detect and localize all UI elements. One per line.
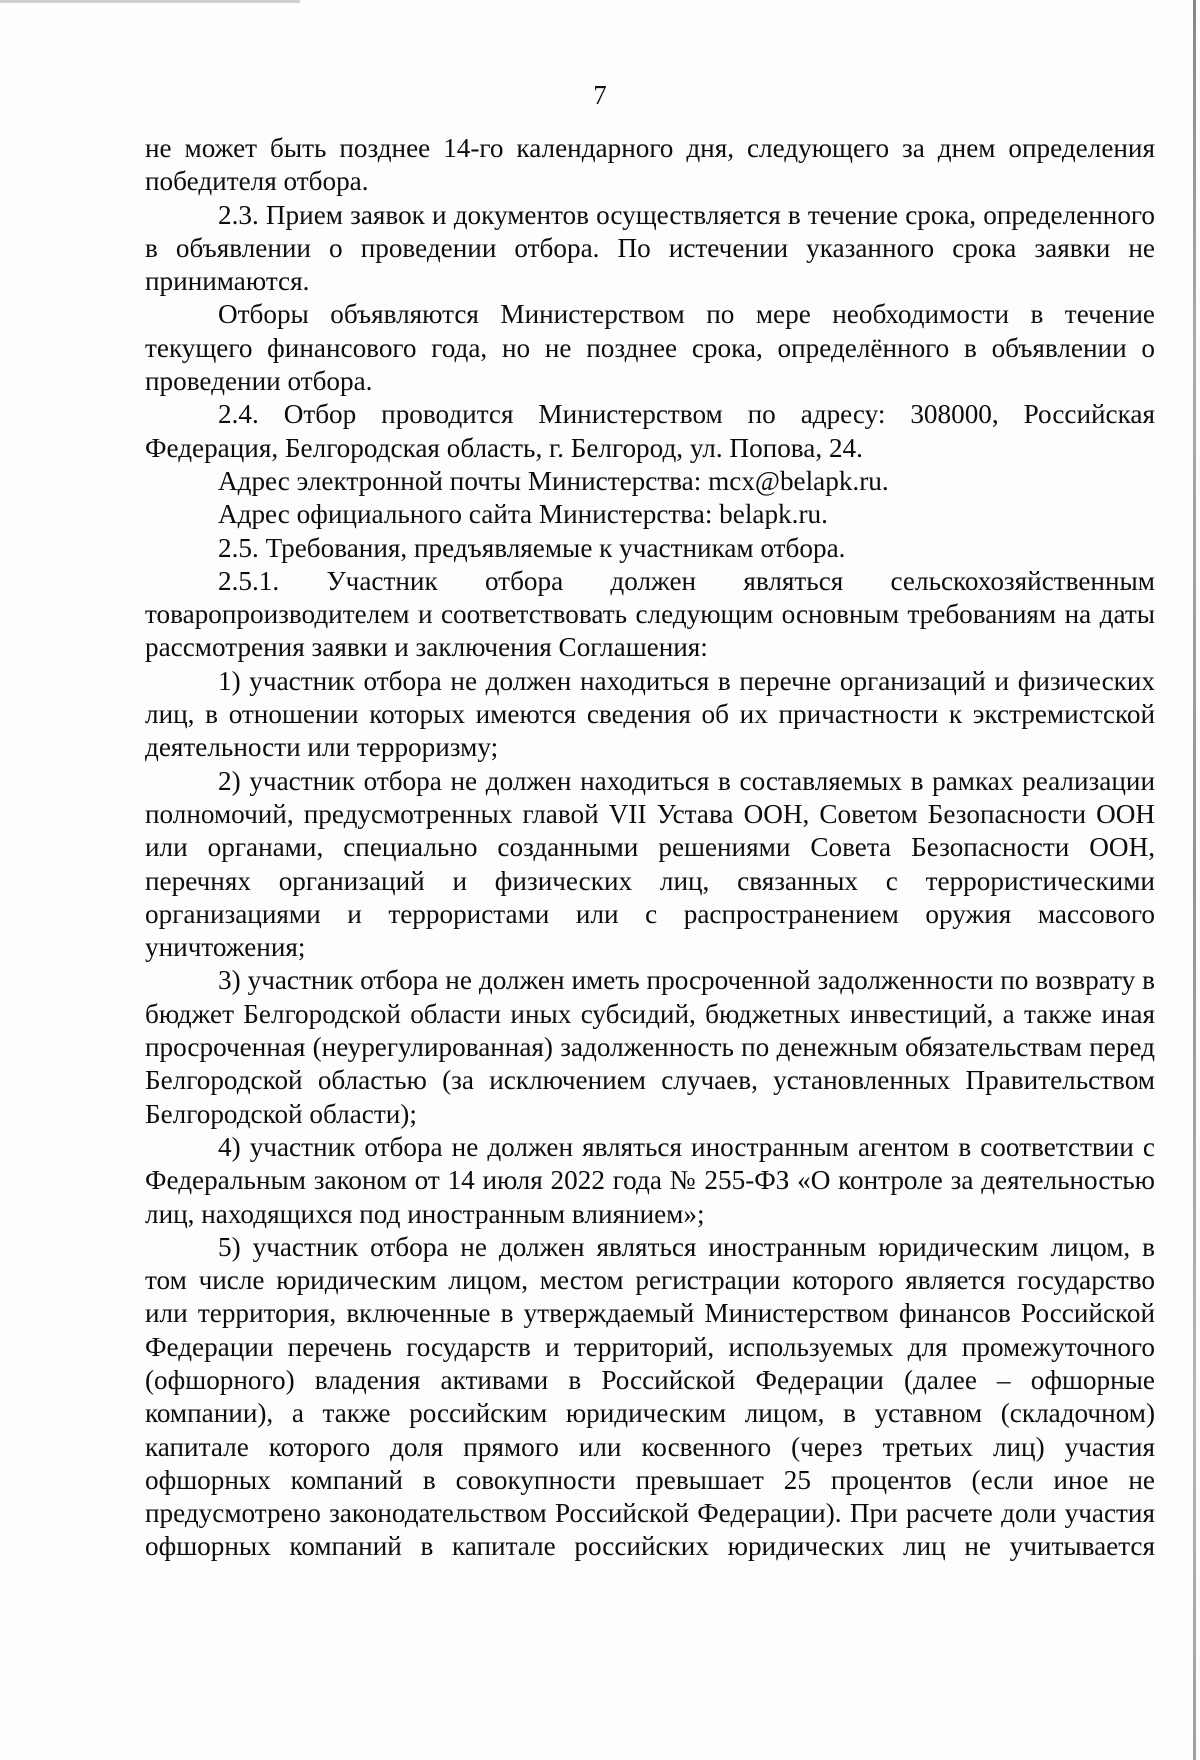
paragraph-3: Отборы объявляются Министерством по мере необходимости в течение текущего финансового года, но не позднее срока, определённого в объявлении о проведении отбора.: [145, 299, 1155, 397]
paragraph-4: 2.4. Отбор проводится Министерством по адресу: 308000, Российская Федерация, Белгородская область, г. Белгород, ул. Попова, 24.: [145, 399, 1155, 463]
paragraph-2: 2.3. Прием заявок и документов осуществляется в течение срока, определенного в объявлении о проведении отбора. По истечении указанного срока заявки не принимаются.: [145, 199, 1155, 297]
paragraph-1: не может быть позднее 14-го календарного дня, следующего за днем определения победителя отбора.: [145, 133, 1155, 197]
document-body: [145, 132, 1155, 1564]
list-item-4: 4) участник отбора не должен являться иностранным агентом в соответствии с Федеральным законом от 14 июля 2022 года № 255-ФЗ «О контроле за деятельностью лиц, находящихся под иностранным влиянием»;: [145, 1131, 1155, 1229]
list-item-1: 1) участник отбора не должен находиться в перечне организаций и физических лиц, в отношении которых имеются сведения об их причастности к экстремистской деятельности или терроризму;: [145, 665, 1155, 763]
list-item-5: 5) участник отбора не должен являться иностранным юридическим лицом, в том числе юридическим лицом, местом регистрации которого является государство или территория, включенные в утверждаемый Министерством финансов Российской Федерации перечень государств и территорий, используемых для промежуточного (офшорного) владения активами в Российской Федерации (далее – офшорные компании), а также российским юридическим лицом, в уставном (складочном) капитале которого доля прямого или косвенного (через третьих лиц) участия офшорных компаний в совокупности превышает 25 процентов (если иное не предусмотрено законодательством Российской Федерации). При расчете доли участия офшорных компаний в капитале российских юридических лиц не учитывается: [145, 1231, 1155, 1562]
scan-edge-right: [1193, 0, 1196, 1760]
list-item-3: 3) участник отбора не должен иметь просроченной задолженности по возврату в бюджет Белгородской области иных субсидий, бюджетных инвестиций, а также иная просроченная (неурегулированная) задолженность по денежным обязательствам перед Белгородской областью (за исключением случаев, установленных Правительством Белгородской области);: [145, 965, 1155, 1129]
list-item-2: 2) участник отбора не должен находиться в составляемых в рамках реализации полномочий, предусмотренных главой VII Устава ООН, Советом Безопасности ООН или органами, специально созданными решениями Совета Безопасности ООН, перечнях организаций и физических лиц, связанных с террористическими организациями и террористами или с распространением оружия массового уничтожения;: [145, 765, 1155, 963]
paragraph-website: Адрес официального сайта Министерства: belapk.ru.: [218, 499, 828, 530]
scan-edge-top: [0, 0, 300, 3]
paragraph-email: Адрес электронной почты Министерства: mcx@belapk.ru.: [218, 465, 889, 496]
page-number: 7: [593, 80, 607, 110]
paragraph-2-5-1: 2.5.1. Участник отбора должен являться сельскохозяйственным товаропроизводителем и соответствовать следующим основным требованиям на даты рассмотрения заявки и заключения Соглашения:: [145, 565, 1155, 663]
paragraph-requirements-heading: 2.5. Требования, предъявляемые к участникам отбора.: [218, 532, 846, 563]
